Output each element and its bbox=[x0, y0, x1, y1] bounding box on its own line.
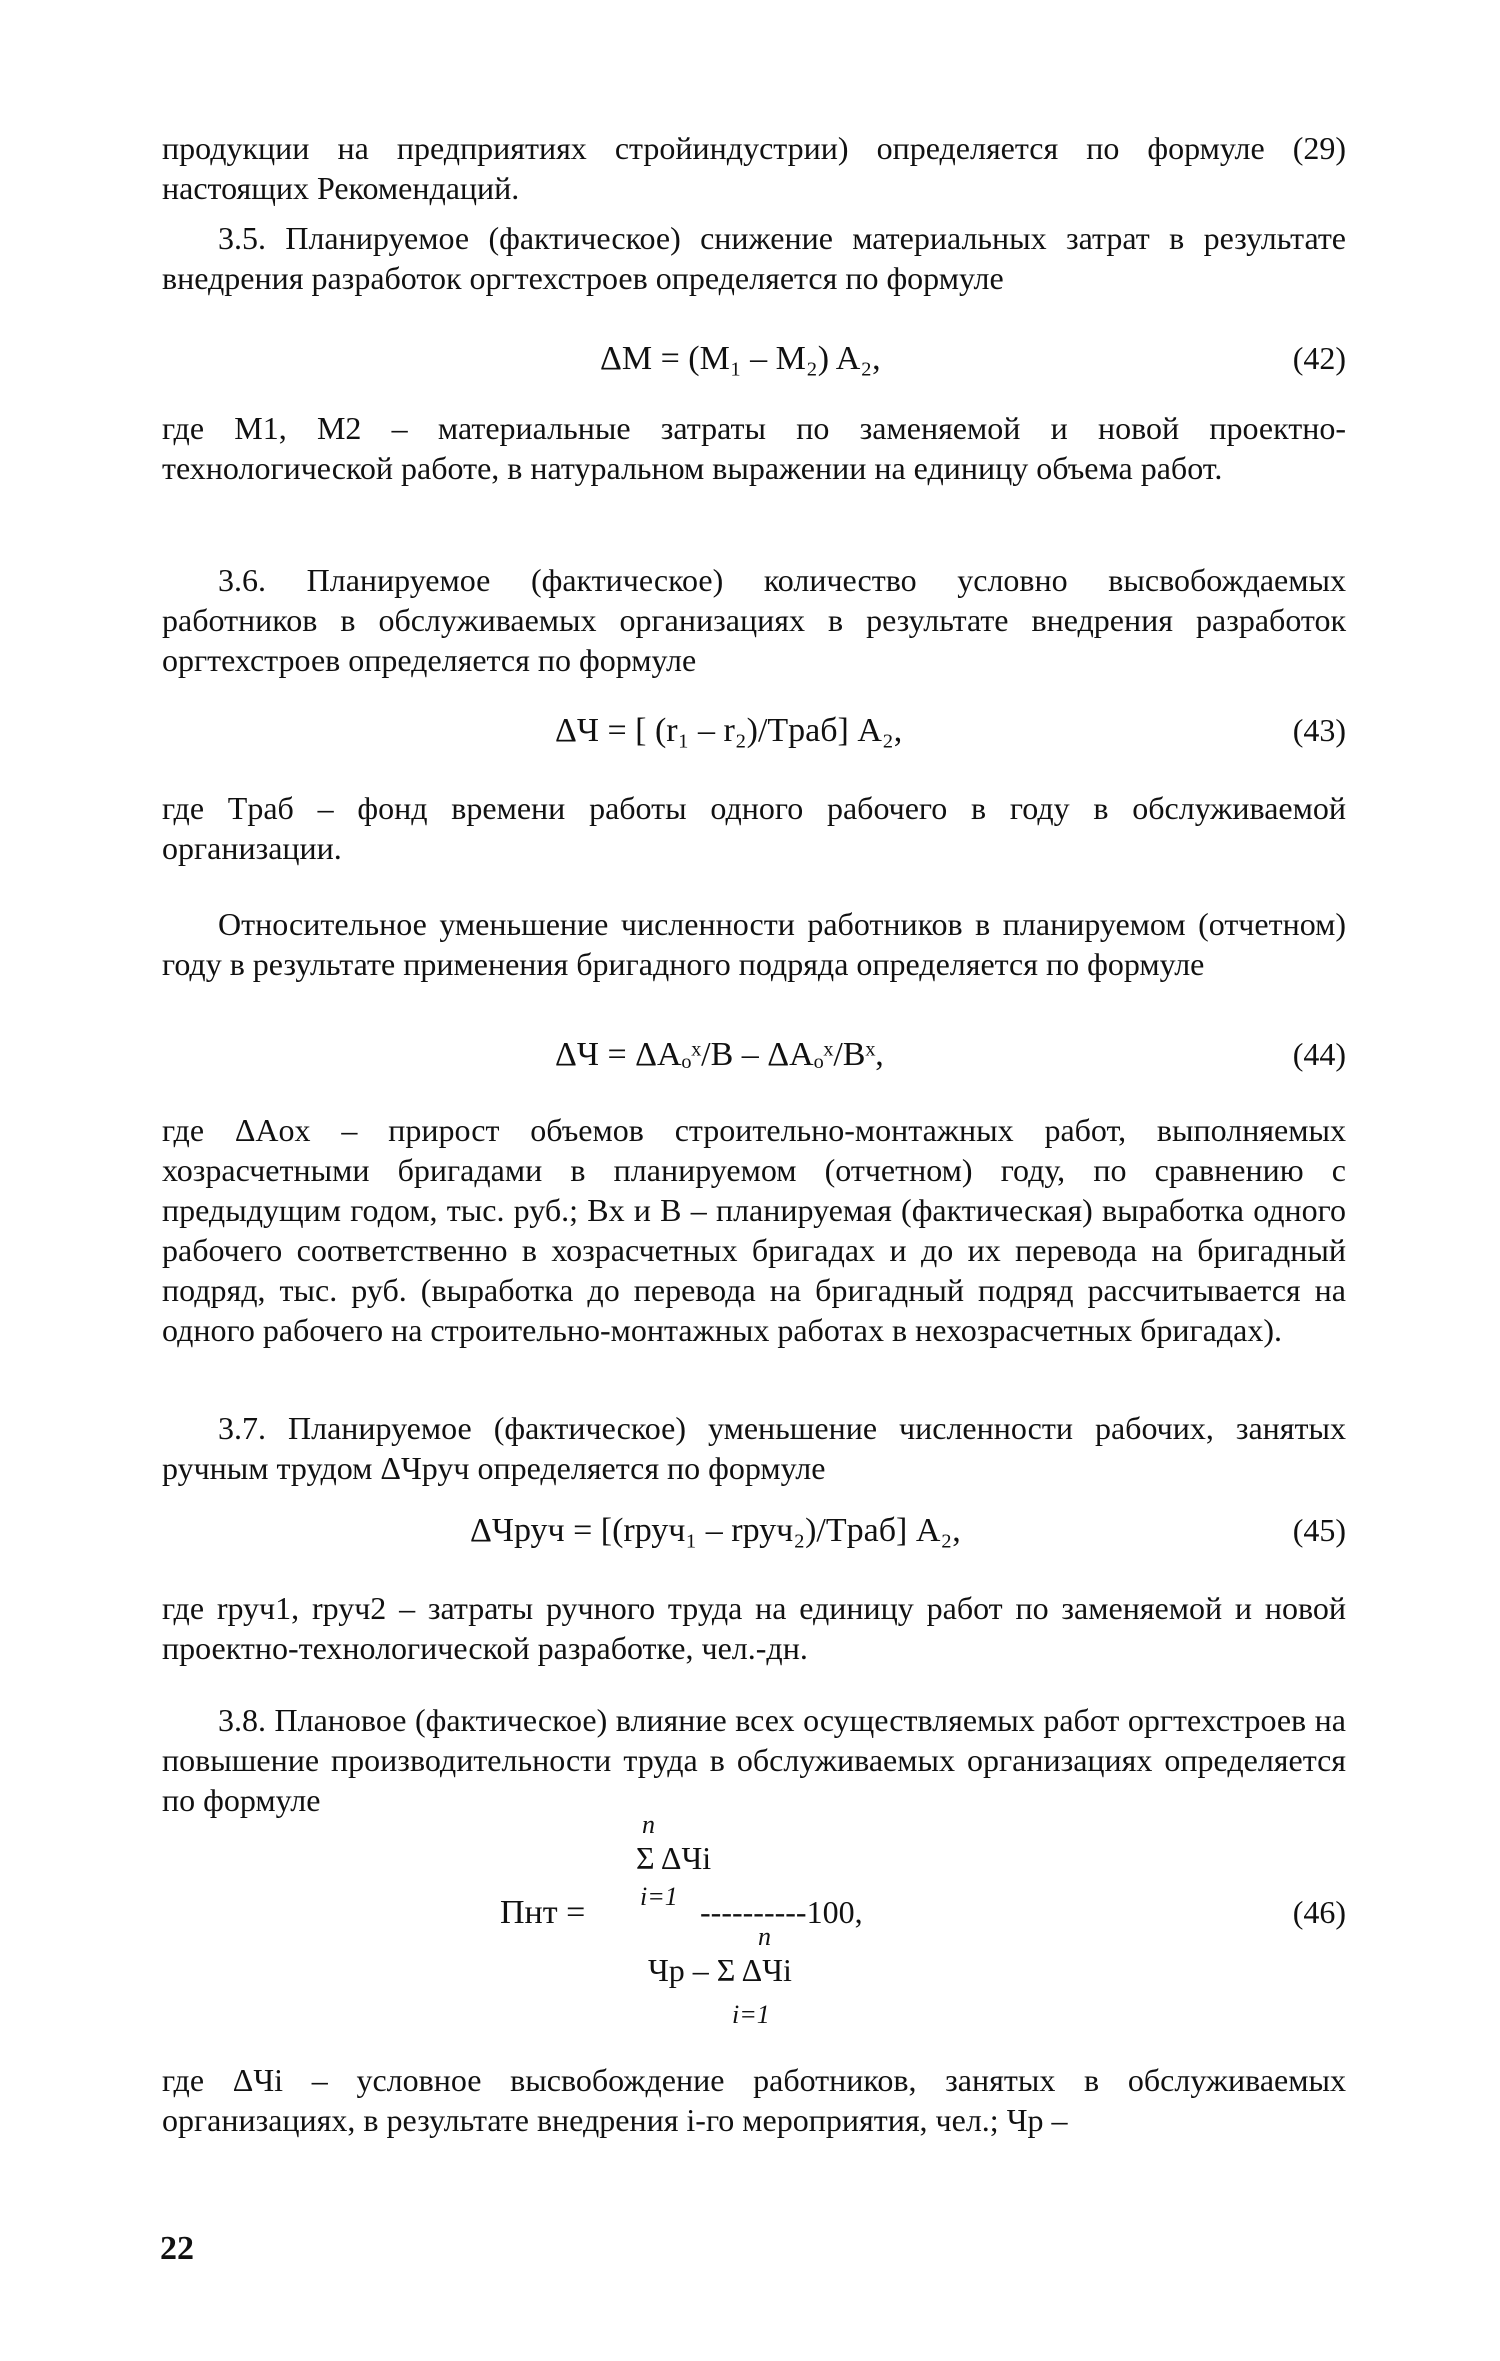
paragraph-3-7: 3.7. Планируемое (фактическое) уменьшение численности рабочих, занятых ручным трудом ΔЧруч определяется по формуле bbox=[162, 1410, 1346, 1486]
fraction-dashes: ----------100, bbox=[700, 1894, 863, 1930]
numerator: Σ ΔЧi bbox=[636, 1840, 712, 1876]
paragraph-3-6: 3.6. Планируемое (фактическое) количество условно высвобождаемых работников в обслуживаемых организациях в результате внедрения разработок оргтехстроев определяется по формуле bbox=[162, 562, 1346, 678]
formula-45: ΔЧруч = [(rруч₁ – rруч₂)/Tраб] A₂, bbox=[470, 1512, 961, 1549]
paragraph-3-5-where: где M1, M2 – материальные затраты по заменяемой и новой проектно-технологической работе, в натуральном выражении на единицу объема работ. bbox=[162, 410, 1346, 486]
sum-lower-limit-top: i=1 bbox=[640, 1882, 678, 1911]
sum-upper-limit-bottom: n bbox=[758, 1922, 771, 1951]
equation-number-45: (45) bbox=[1292, 1512, 1346, 1548]
formula-43: ΔЧ = [ (r₁ – r₂)/Tраб] A₂, bbox=[555, 712, 903, 749]
formula-44: ΔЧ = ΔAₒˣ/B – ΔAₒˣ/Bˣ, bbox=[555, 1036, 884, 1073]
paragraph-continuation: продукции на предприятиях стройиндустрии) определяется по формуле (29) настоящих Рекомендаций. bbox=[162, 130, 1346, 206]
paragraph-44-where: где ΔAоx – прирост объемов строительно-монтажных работ, выполняемых хозрасчетными бригадами в планируемом (отчетном) году, по сравнению с предыдущим годом, тыс. руб.; Bx и B – планируемая (фактическая) выработка одного рабочего соответственно в хозрасчетных бригадах и до их перевода на бригадный подряд, тыс. руб. (выработка до перевода на бригадный подряд рассчитывается на одного рабочего на строительно-монтажных работах в нехозрасчетных бригадах). bbox=[162, 1112, 1346, 1348]
formula-42: ΔM = (M₁ – M₂) A₂, bbox=[600, 340, 881, 377]
equation-number-42: (42) bbox=[1292, 340, 1346, 376]
equation-number-44: (44) bbox=[1292, 1036, 1346, 1072]
page-number: 22 bbox=[160, 2230, 194, 2267]
paragraph-45-where: где rруч1, rруч2 – затраты ручного труда на единицу работ по заменяемой и новой проектно-технологической разработке, чел.-дн. bbox=[162, 1590, 1346, 1666]
equation-number-43: (43) bbox=[1292, 712, 1346, 748]
paragraph-46-where: где ΔЧi – условное высвобождение работников, занятых в обслуживаемых организациях, в результате внедрения i-го мероприятия, чел.; Чр – bbox=[162, 2062, 1346, 2138]
denominator: Чр – Σ ΔЧi bbox=[648, 1952, 792, 1988]
paragraph-3-8: 3.8. Плановое (фактическое) влияние всех осуществляемых работ оргтехстроев на повышение производительности труда в обслуживаемых организациях определяется по формуле bbox=[162, 1702, 1346, 1818]
sum-upper-limit-top: n bbox=[642, 1810, 655, 1839]
paragraph-relative: Относительное уменьшение численности работников в планируемом (отчетном) году в результате применения бригадного подряда определяется по формуле bbox=[162, 906, 1346, 982]
formula-46 bbox=[500, 1810, 1020, 2055]
equation-number-46: (46) bbox=[1292, 1894, 1346, 1930]
paragraph-3-5: 3.5. Планируемое (фактическое) снижение материальных затрат в результате внедрения разработок оргтехстроев определяется по формуле bbox=[162, 220, 1346, 296]
formula-46-lhs: Пнт = bbox=[500, 1894, 586, 1931]
paragraph-3-6-where: где Tраб – фонд времени работы одного рабочего в году в обслуживаемой организации. bbox=[162, 790, 1346, 866]
sum-lower-limit-bottom: i=1 bbox=[732, 2000, 770, 2029]
